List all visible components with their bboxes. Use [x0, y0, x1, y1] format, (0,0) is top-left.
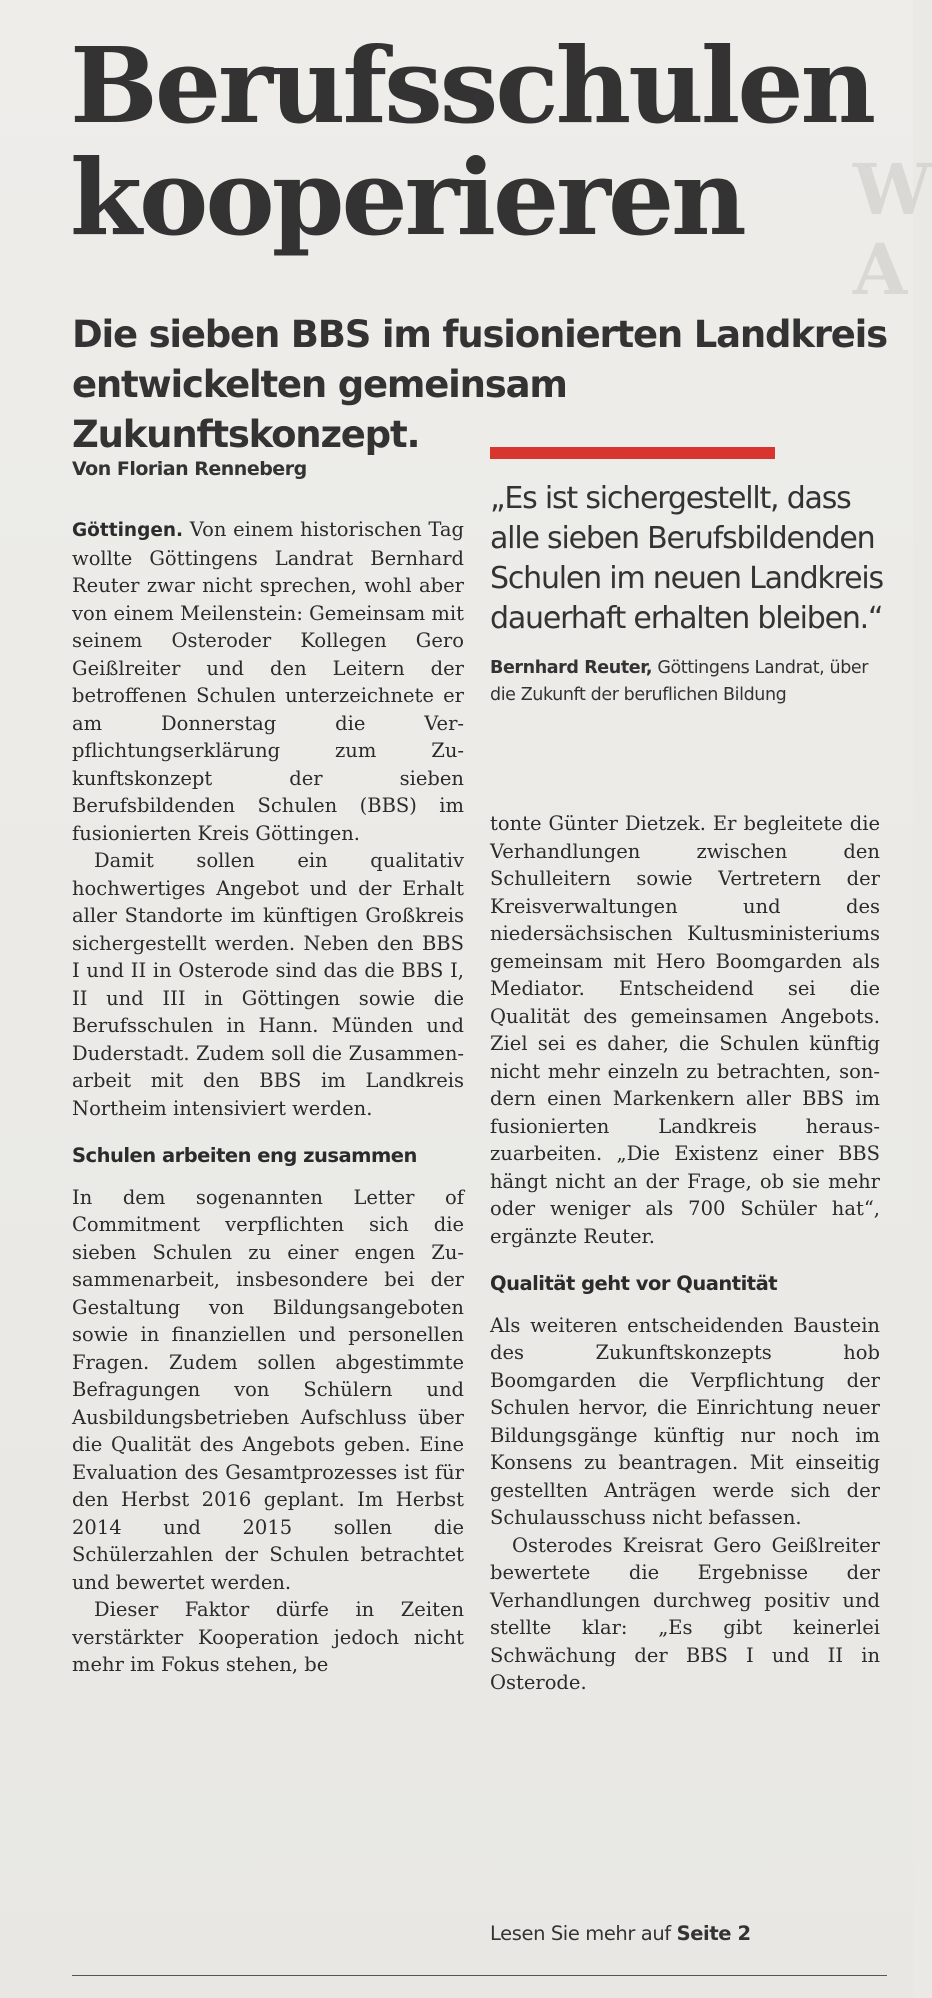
byline: Von Florian Renneberg [72, 458, 307, 480]
quote-source [490, 655, 890, 709]
quote-author-role: Göttingens Landrat, über die Zukunft der beruflichen Bildung [490, 658, 869, 705]
page-reference: Seite 2 [676, 1922, 751, 1945]
paragraph: Osterodes Kreisrat Gero Geißlreiter bewertete die Ergebnisse der Verhandlungen durchweg positiv und stellte klar: „Es gibt keinerlei Schwächung der BBS I und II in Osterode. [490, 1533, 880, 1694]
headline: Berufsschulen kooperieren [70, 24, 874, 259]
paragraph: Dieser Faktor dürfe in Zeiten verstärkter Kooperation jedoch nicht mehr im Fokus stehen, be [72, 1598, 464, 1676]
quote-author: Bernhard Reuter, [490, 658, 653, 678]
paragraph: Damit sollen ein qualitativ hochwertiges Angebot und der Erhalt aller Standorte im künftigen Großkreis sichergestellt werden. Neben den BBS I und II in Osterode sind das die BBS I, II und III in Göttingen sowie die Berufsschulen in Hann. Münden und Duderstadt. Zudem soll die Zusammenarbeit mit den BBS im Landkreis Northeim intensiviert werden. [72, 849, 464, 1120]
paragraph: tonte Günter Dietzek. Er begleitete die Verhandlungen zwischen den Schulleitern sowie Vertretern der Kreisverwaltungen und des niedersächsischen Kultusministeriums gemeinsam mit Hero Boomgarden als Mediator. Entscheidend sei die Qualität des gemeinsamen Angebots. Ziel sei es daher, die Schulen künftig nicht mehr einzeln zu betrachten, sondern einen Markenkern aller BBS im fusionierten Landkreis herauszuarbeiten. „Die Existenz einer BBS hängt nicht an der Frage, ob sie mehr oder weniger als 700 Schüler hat“, ergänzte Reuter. [490, 812, 880, 1248]
quote-text: „Es ist sichergestellt, dass alle sieben Berufsbildenden Schulen im neuen Landkreis dauerhaft erhalten bleiben.“ [490, 481, 883, 636]
read-more-reference [490, 1922, 751, 1945]
bleed-through-decoration: W A [853, 148, 932, 311]
bottom-divider [72, 1975, 887, 1976]
paragraph [72, 516, 464, 847]
paragraph: In dem sogenannten Letter of Commitment verpflichten sich die sieben Schulen zu einer engen Zusammenarbeit, insbesondere bei der Gestaltung von Bildungsangeboten sowie in finanziellen und personellen Fragen. Zudem sollen abgestimmte Befragungen von Schülern und Ausbildungsbetrieben Aufschluss über die Qualität des Angebots geben. Eine Evaluation des Gesamtprozesses ist für den Herbst 2016 geplant. Im Herbst 2014 und 2015 sollen die Schülerzahlen der Schulen betrachtet und bewertet werden. [72, 1185, 464, 1594]
subheading: Qualität geht vor Quantität [490, 1272, 778, 1295]
quote-accent-bar [490, 447, 775, 459]
subtitle: Die sieben BBS im fusionierten Landkreis entwickelten gemeinsam Zukunftskonzept. [72, 313, 887, 456]
subheading: Schulen arbeiten eng zusammen [72, 1144, 417, 1167]
dateline: Göttingen. [72, 520, 184, 541]
pull-quote [490, 447, 890, 709]
article-column-1 [72, 516, 464, 1679]
paragraph-text: Von einem historischen Tag wollte Göttingens Landrat Bernhard Reuter zwar nicht sprechen, wohl aber von einem Meilenstein: Gemeinsam mit seinem Osteroder Kollegen Gero Geißlreiter und den Leitern der betroffenen Schulen unterzeichnete er am Donnerstag die Verpflichtungserklärung zum Zukunftskonzept der sieben Berufsbildenden Schulen (BBS) im fusionierten Kreis Göttingen. [72, 518, 464, 845]
article-column-2 [490, 810, 880, 1697]
paragraph: Als weiteren entscheidenden Baustein des Zukunftskonzepts hob Boomgarden die Verpflichtung der Schulen hervor, die Einrichtung neuer Bildungsgänge künftig nur noch im Konsens zu beantragen. Mit einseitig gestellten Anträgen werde sich der Schulausschuss nicht befassen. [490, 1313, 880, 1529]
read-more-prefix: Lesen Sie mehr auf [490, 1922, 677, 1945]
